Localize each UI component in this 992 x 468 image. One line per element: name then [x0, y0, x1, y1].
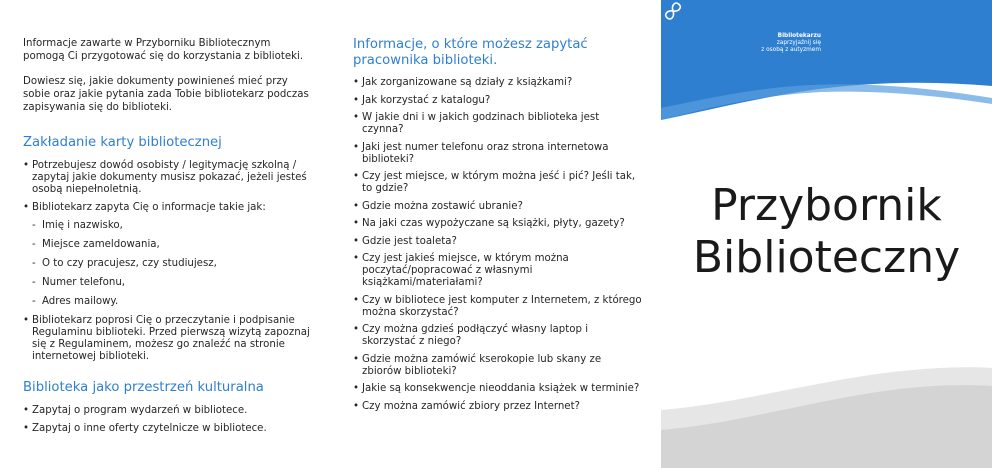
dash-list-item: - Adres mailowy. — [23, 296, 313, 308]
section-title-library-card: Zakładanie karty bibliotecznej — [23, 135, 222, 150]
cultural-space-list — [23, 405, 313, 435]
list-item: • Bibliotekarz zapyta Cię o informacje takie jak: — [23, 202, 313, 214]
list-item: • Gdzie jest toaleta? — [353, 236, 643, 248]
list-item: • Czy można zamówić zbiory przez Internet? — [353, 401, 643, 413]
list-item: • Jakie są konsekwencje nieoddania książek w terminie? — [353, 383, 643, 395]
list-item: • Czy w bibliotece jest komputer z Internetem, z którego można skorzystać? — [353, 295, 643, 319]
questions-list — [353, 77, 643, 413]
cover-title-line-2: Biblioteczny — [692, 232, 961, 283]
list-item: • Bibliotekarz poprosi Cię o przeczytanie i podpisanie Regulaminu biblioteki. Przed pierwszą wizytą zapoznaj się z Regulaminem, możesz go znaleźć na stronie internetowej biblioteki. — [23, 315, 313, 363]
cover-panel — [661, 0, 992, 468]
library-card-list — [23, 160, 313, 363]
section-title-cultural-space: Biblioteka jako przestrzeń kulturalna — [23, 380, 264, 395]
list-item: • Na jaki czas wypożyczane są książki, płyty, gazety? — [353, 218, 643, 230]
list-item: • Gdzie można zostawić ubranie? — [353, 201, 643, 213]
middle-column — [353, 37, 643, 418]
list-item: • Potrzebujesz dowód osobisty / legitymację szkolną / zapytaj jakie dokumenty musisz pokazać, jeżeli jesteś osobą niepełnoletnią. — [23, 160, 313, 196]
dash-list-item: - Miejsce zameldowania, — [23, 239, 313, 251]
intro-paragraph-1: Informacje zawarte w Przyborniku Bibliotecznym pomogą Ci przygotować się do korzystania z biblioteki. — [23, 38, 304, 62]
list-item: • Jaki jest numer telefonu oraz strona internetowa biblioteki? — [353, 142, 643, 166]
logo-line-3: z osobą z autyzmem — [761, 47, 821, 53]
dash-list-item: - Numer telefonu, — [23, 277, 313, 289]
logo-line-2: zaprzyjaźnij się — [776, 40, 821, 46]
list-item: • W jakie dni i w jakich godzinach biblioteka jest czynna? — [353, 112, 643, 136]
cover-title — [661, 180, 992, 284]
logo-line-1: Bibliotekarzu — [777, 33, 821, 39]
infinity-icon — [661, 0, 685, 22]
cover-title-line-1: Przybornik — [711, 180, 942, 231]
section-title-questions: Informacje, o które możesz zapytać pracownika biblioteki. — [353, 37, 588, 68]
list-item: • Jak korzystać z katalogu? — [353, 95, 643, 107]
list-item: • Jak zorganizowane są działy z książkami? — [353, 77, 643, 89]
list-item: • Czy jest miejsce, w którym można jeść i pić? Jeśli tak, to gdzie? — [353, 171, 643, 195]
list-item: • Czy jest jakieś miejsce, w którym można poczytać/popracować z własnymi książkami/materiałami? — [353, 253, 643, 289]
list-item: • Zapytaj o inne oferty czytelnicze w bibliotece. — [23, 423, 313, 435]
intro-paragraph-2: Dowiesz się, jakie dokumenty powinieneś mieć przy sobie oraz jakie pytania zada Tobie bibliotekarz podczas zapisywania się do biblioteki. — [23, 76, 309, 113]
left-column — [23, 37, 313, 441]
logo-text — [711, 33, 821, 54]
dash-list-item: - Imię i nazwisko, — [23, 220, 313, 232]
dash-list-item: - O to czy pracujesz, czy studiujesz, — [23, 258, 313, 270]
list-item: • Czy można gdzieś podłączyć własny laptop i skorzystać z niego? — [353, 324, 643, 348]
list-item: • Gdzie można zamówić kserokopie lub skany ze zbiorów biblioteki? — [353, 354, 643, 378]
list-item: • Zapytaj o program wydarzeń w bibliotece. — [23, 405, 313, 417]
